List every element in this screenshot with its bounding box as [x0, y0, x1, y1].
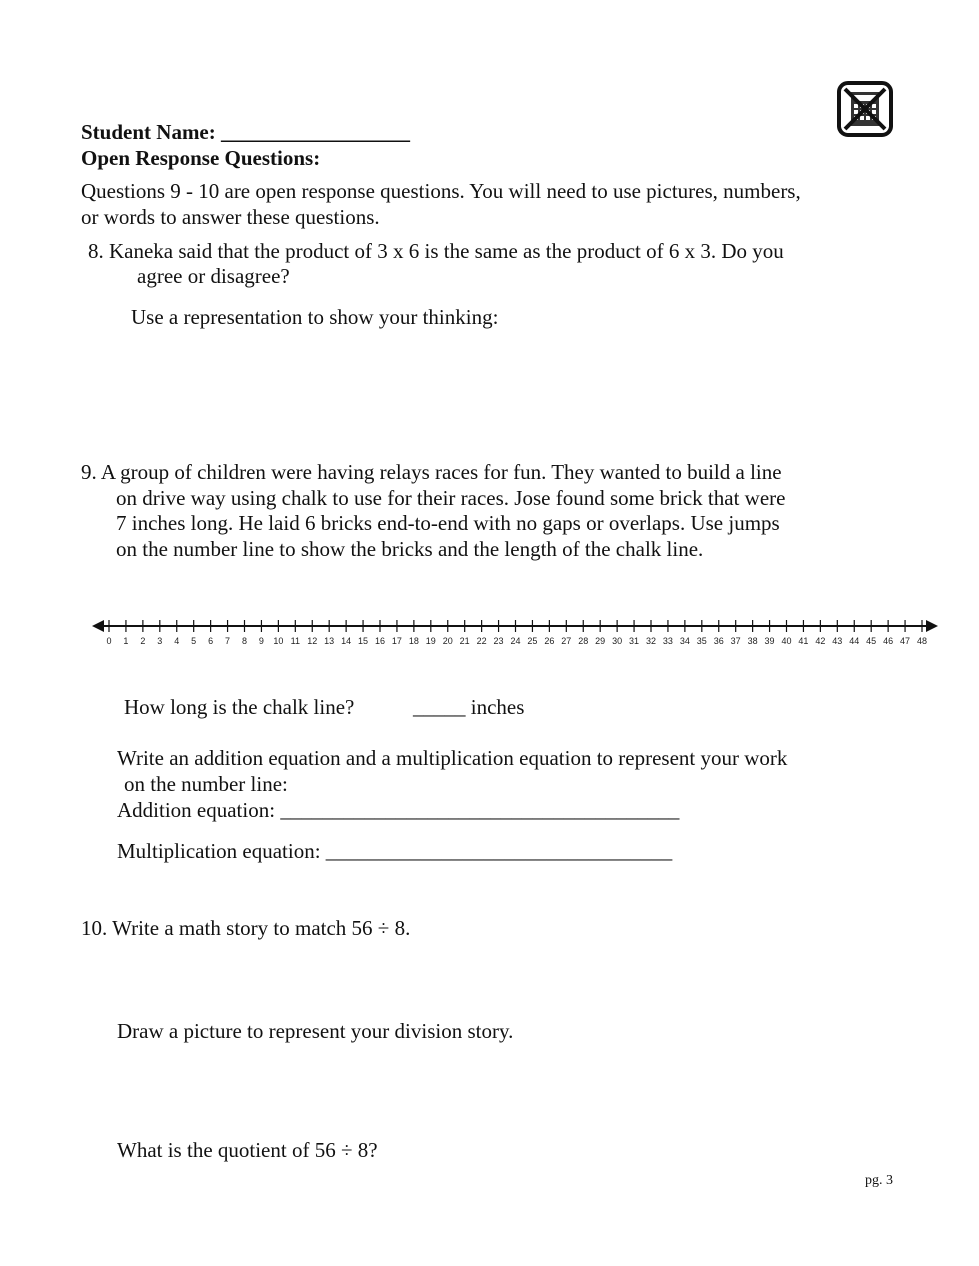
- q10-quotient-question: What is the quotient of 56 ÷ 8?: [117, 1138, 378, 1162]
- number-line-tick-label: 1: [123, 636, 129, 646]
- intro-line-2: or words to answer these questions.: [81, 205, 380, 229]
- number-line-tick-label: 21: [459, 636, 470, 646]
- number-line-tick-label: 17: [391, 636, 402, 646]
- q8-line-1: 8. Kaneka said that the product of 3 x 6 is the same as the product of 6 x 3. Do you: [88, 239, 784, 263]
- equation-prompt-line-2: on the number line:: [124, 772, 288, 796]
- number-line-tick-label: 40: [781, 636, 792, 646]
- number-line-tick-label: 19: [425, 636, 436, 646]
- q10-line-1: 10. Write a math story to match 56 ÷ 8.: [81, 916, 411, 940]
- intro-line-1: Questions 9 - 10 are open response questions. You will need to use pictures, numbers,: [81, 179, 801, 203]
- no-calculator-icon: [836, 80, 894, 138]
- q9-line-2: on drive way using chalk to use for their races. Jose found some brick that were: [116, 486, 786, 510]
- number-line-tick-label: 42: [815, 636, 826, 646]
- number-line-tick-label: 43: [832, 636, 843, 646]
- number-line-tick-label: 14: [341, 636, 352, 646]
- number-line-tick-label: 6: [208, 636, 214, 646]
- number-line-tick-label: 7: [225, 636, 231, 646]
- multiplication-equation-field[interactable]: Multiplication equation: _________________________________: [117, 839, 673, 863]
- number-line-tick-label: 47: [900, 636, 911, 646]
- page-number: pg. 3: [865, 1173, 893, 1188]
- number-line-tick-label: 12: [307, 636, 318, 646]
- addition-equation-field[interactable]: Addition equation: ______________________________________: [117, 798, 680, 822]
- q9-line-3: 7 inches long. He laid 6 bricks end-to-end with no gaps or overlaps. Use jumps: [116, 511, 780, 535]
- number-line-tick-label: 36: [713, 636, 724, 646]
- number-line-tick-label: 11: [290, 636, 300, 646]
- number-line-tick-label: 31: [629, 636, 640, 646]
- number-line-tick-label: 3: [157, 636, 163, 646]
- number-line-tick-label: 32: [645, 636, 657, 646]
- number-line-tick-label: 33: [662, 636, 673, 646]
- number-line-tick-label: 16: [374, 636, 386, 646]
- number-line-tick-label: 28: [578, 636, 589, 646]
- number-line-tick-label: 8: [241, 636, 248, 646]
- number-line-tick-label: 15: [358, 636, 369, 646]
- number-line-tick-label: 48: [916, 636, 928, 646]
- number-line-tick-label: 35: [696, 636, 707, 646]
- number-line-tick-label: 34: [679, 636, 690, 646]
- number-line-tick-label: 2: [140, 636, 146, 646]
- number-line[interactable]: [90, 612, 940, 652]
- number-line-tick-label: 5: [191, 636, 197, 646]
- q10-draw-prompt: Draw a picture to represent your division story.: [117, 1019, 514, 1043]
- number-line-tick-label: 29: [595, 636, 606, 646]
- number-line-tick-label: 26: [544, 636, 555, 646]
- chalk-line-answer-blank[interactable]: _____ inches: [413, 695, 525, 719]
- number-line-tick-label: 41: [798, 636, 809, 646]
- number-line-tick-label: 20: [442, 636, 453, 646]
- number-line-tick-label: 30: [612, 636, 623, 646]
- number-line-tick-label: 45: [866, 636, 877, 646]
- q8-prompt: Use a representation to show your thinking:: [131, 305, 499, 329]
- number-line-tick-label: 25: [527, 636, 538, 646]
- number-line-tick-label: 46: [883, 636, 894, 646]
- number-line-tick-label: 44: [849, 636, 860, 646]
- equation-prompt-line-1: Write an addition equation and a multiplication equation to represent your work: [117, 746, 788, 770]
- number-line-tick-label: 18: [408, 636, 419, 646]
- q8-line-2: agree or disagree?: [137, 264, 290, 288]
- number-line-tick-label: 23: [493, 636, 504, 646]
- number-line-tick-label: 37: [730, 636, 741, 646]
- q9-line-4: on the number line to show the bricks and the length of the chalk line.: [116, 537, 704, 561]
- q9-line-1: 9. A group of children were having relays races for fun. They wanted to build a line: [81, 460, 782, 484]
- left-arrow-icon: [92, 620, 104, 632]
- number-line-tick-label: 9: [258, 636, 264, 646]
- number-line-tick-label: 13: [324, 636, 335, 646]
- number-line-tick-label: 39: [764, 636, 775, 646]
- chalk-line-question: How long is the chalk line?: [124, 695, 355, 719]
- number-line-tick-label: 24: [510, 636, 521, 646]
- section-title: Open Response Questions:: [81, 146, 321, 170]
- number-line-tick-label: 4: [174, 636, 180, 646]
- right-arrow-icon: [926, 620, 938, 632]
- number-line-tick-label: 10: [273, 636, 284, 646]
- number-line-tick-label: 38: [747, 636, 758, 646]
- number-line-tick-label: 27: [561, 636, 572, 646]
- number-line-tick-label: 0: [106, 636, 112, 646]
- number-line-tick-label: 22: [476, 636, 487, 646]
- student-name-label: Student Name: __________________: [81, 120, 410, 144]
